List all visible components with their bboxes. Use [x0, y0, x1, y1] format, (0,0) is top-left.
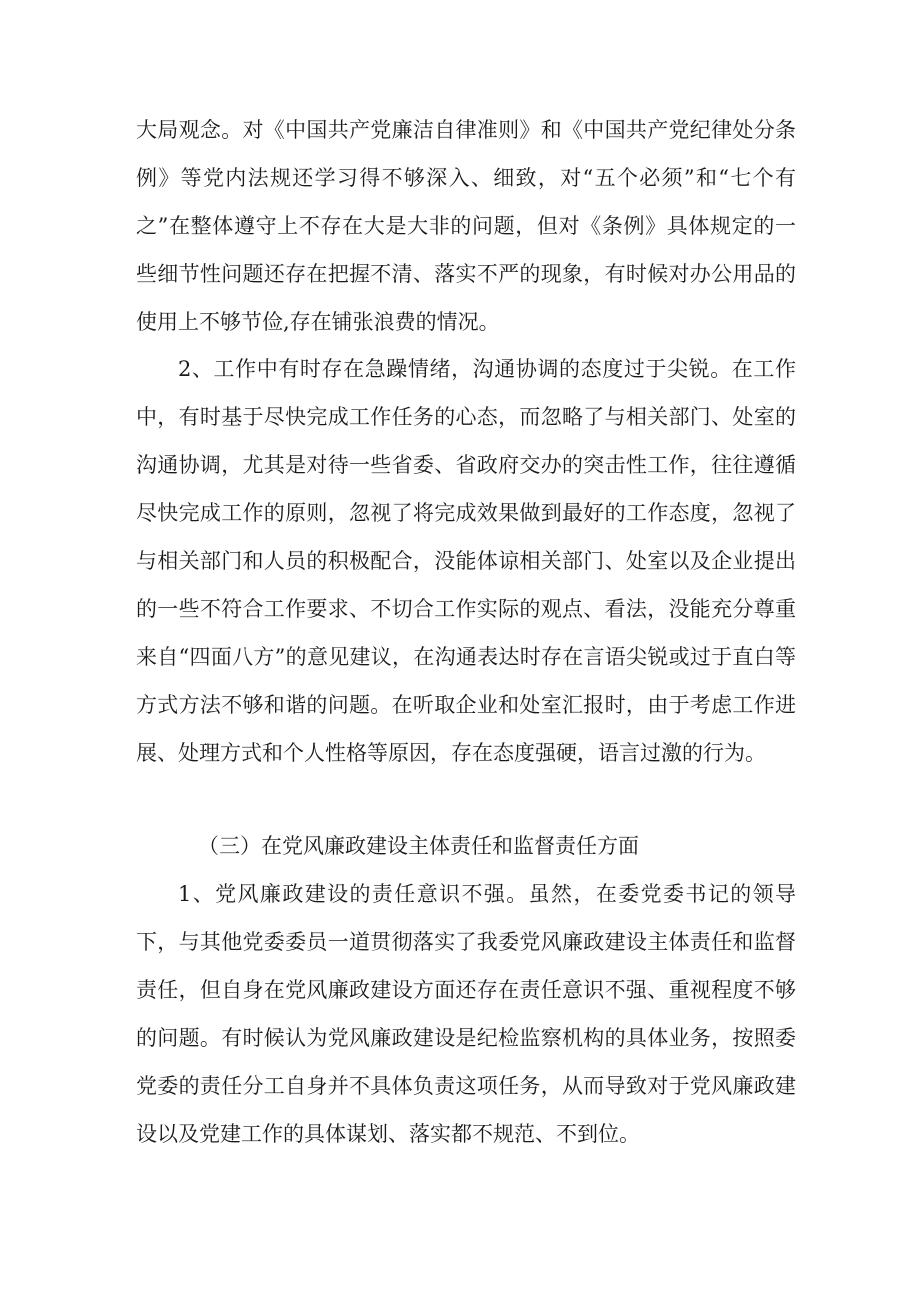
section-heading [136, 822, 796, 870]
paragraph-item-2 [136, 345, 796, 777]
section-heading-text: （三）在党风廉政建设主体责任和监督责任方面 [198, 834, 639, 858]
paragraph-text: 2、工作中有时存在急躁情绪，沟通协调的态度过于尖锐。在工作中，有时基于尽快完成工作任务的心态，而忽略了与相关部门、处室的沟通协调，尤其是对待一些省委、省政府交办的突击性工作，往往遵循尽快完成工作的原则，忽视了将完成效果做到最好的工作态度，忽视了与相关部门和人员的积极配合，没能体谅相关部门、处室以及企业提出的一些不符合工作要求、不切合工作实际的观点、看法，没能充分尊重来自“四面八方”的意见建议，在沟通表达时存在言语尖锐或过于直白等方式方法不够和谐的问题。在听取企业和处室汇报时，由于考虑工作进展、处理方式和个人性格等原因，存在态度强硬，语言过激的行为。 [136, 357, 796, 765]
paragraph-text: 1、党风廉政建设的责任意识不强。虽然，在委党委书记的领导下，与其他党委委员一道贯彻落实了我委党风廉政建设主体责任和监督责任，但自身在党风廉政建设方面还存在责任意识不强、重视程度不够的问题。有时候认为党风廉政建设是纪检监察机构的具体业务，按照委党委的责任分工自身并不具体负责这项任务，从而导致对于党风廉政建设以及党建工作的具体谋划、落实都不规范、不到位。 [136, 882, 796, 1146]
paragraph-continuation [136, 106, 796, 346]
paragraph-item-1 [136, 870, 796, 1158]
paragraph-text: 大局观念。对《中国共产党廉洁自律准则》和《中国共产党纪律处分条例》等党内法规还学习得不够深入、细致，对“五个必须”和“七个有之”在整体遵守上不存在大是大非的问题，但对《条例》具体规定的一些细节性问题还存在把握不清、落实不严的现象，有时候对办公用品的使用上不够节俭,存在铺张浪费的情况。 [136, 118, 796, 334]
